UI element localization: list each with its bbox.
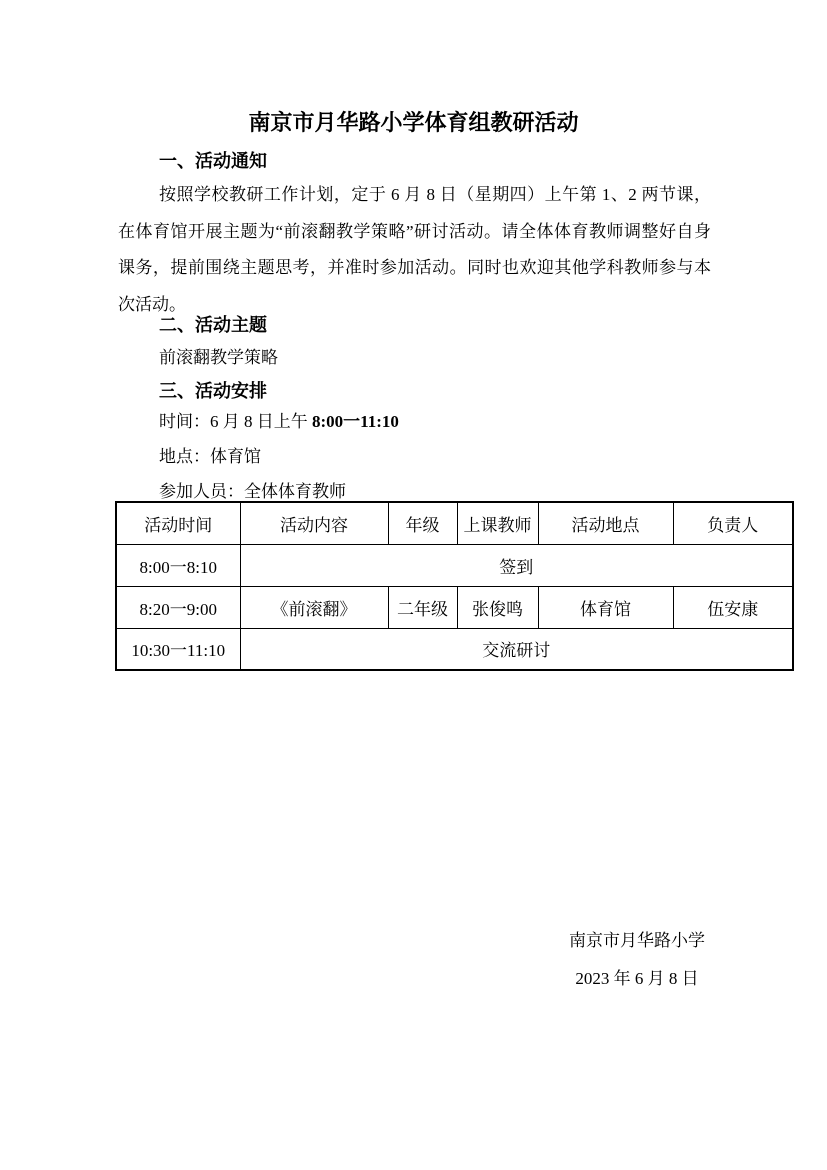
cell-activity-merged: 交流研讨: [240, 628, 793, 670]
header-cell-time: 活动时间: [116, 502, 240, 544]
cell-grade: 二年级: [388, 586, 457, 628]
time-range: 8:00一11:10: [312, 412, 399, 431]
header-cell-content: 活动内容: [240, 502, 388, 544]
schedule-table: [115, 501, 794, 671]
section-2-heading: 二、活动主题: [159, 315, 267, 335]
cell-lead: 伍安康: [673, 586, 793, 628]
table-header-row: [116, 502, 793, 544]
activity-theme-text: 前滚翻教学策略: [159, 348, 278, 367]
header-cell-teacher: 上课教师: [457, 502, 538, 544]
table-row: [116, 628, 793, 670]
section-1-heading: 一、活动通知: [159, 151, 267, 171]
cell-content: 《前滚翻》: [240, 586, 388, 628]
cell-activity-merged: 签到: [240, 544, 793, 586]
page-title: 南京市月华路小学体育组教研活动: [248, 110, 579, 135]
cell-location: 体育馆: [538, 586, 673, 628]
signature-school: 南京市月华路小学: [569, 931, 705, 950]
header-cell-location: 活动地点: [538, 502, 673, 544]
signature-date: 2023 年 6 月 8 日: [575, 969, 699, 988]
time-line: [159, 407, 399, 432]
header-cell-grade: 年级: [388, 502, 457, 544]
cell-time: 8:20一9:00: [116, 586, 240, 628]
time-label: 时间：: [159, 412, 210, 431]
cell-teacher: 张俊鸣: [457, 586, 538, 628]
time-date-part: 6 月 8 日上午: [210, 412, 312, 431]
table-row: [116, 586, 793, 628]
participants-line: 参加人员：全体体育教师: [159, 482, 346, 501]
section-3-heading: 三、活动安排: [159, 381, 267, 401]
header-cell-lead: 负责人: [673, 502, 793, 544]
cell-time: 8:00一8:10: [116, 544, 240, 586]
table-row: [116, 544, 793, 586]
section-1-paragraph: 按照学校教研工作计划，定于 6 月 8 日（星期四）上午第 1、2 两节课，在体育馆开展主题为“前滚翻教学策略”研讨活动。请全体体育教师调整好自身课务，提前围绕主题思考，并准时参加活动。同时也欢迎其他学科教师参与本次活动。: [118, 185, 711, 314]
signature-block: [517, 922, 757, 998]
cell-time: 10:30一11:10: [116, 628, 240, 670]
location-line: 地点：体育馆: [159, 447, 261, 466]
